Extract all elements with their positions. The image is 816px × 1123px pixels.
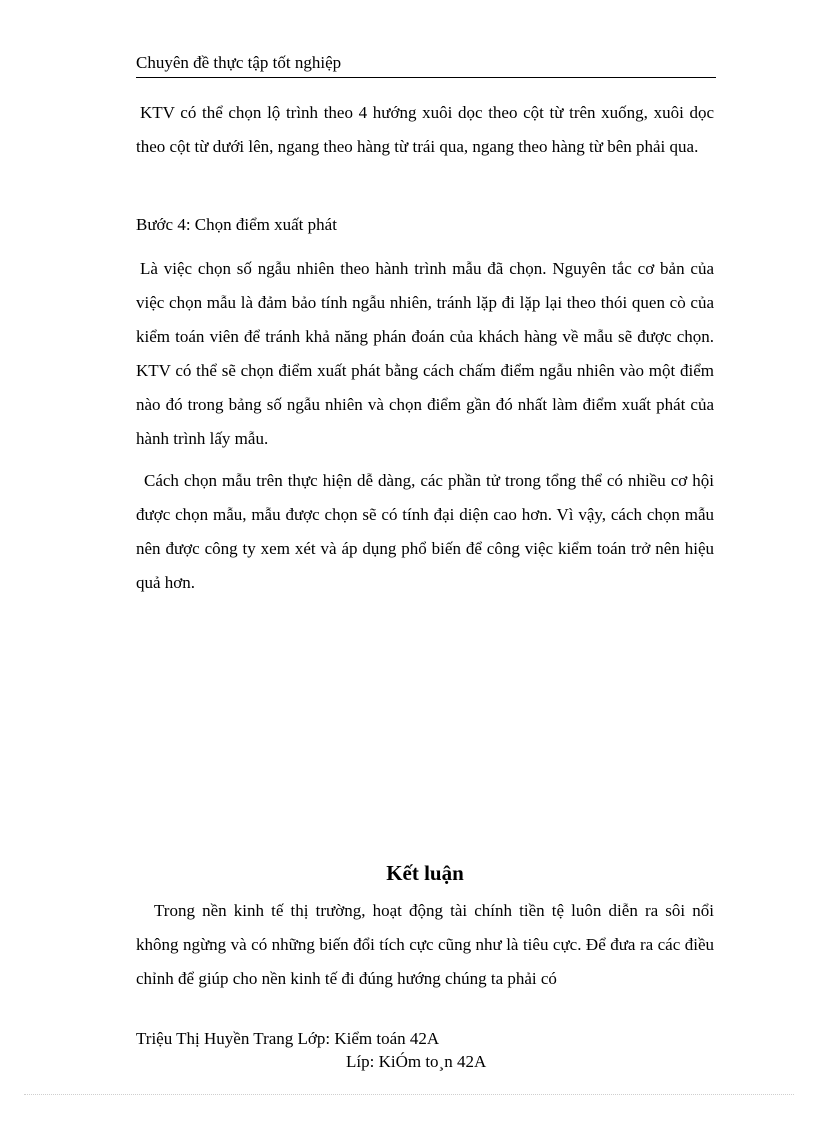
page-bottom-edge (24, 1094, 794, 1095)
footer-author-class: Triệu Thị Huyền Trang Lớp: Kiểm toán 42A (136, 1029, 440, 1048)
footer-class-garbled: Líp: KiÓm to¸n 42A (346, 1052, 487, 1071)
paragraph-route-direction: KTV có thể chọn lộ trình theo 4 hướng xuôi dọc theo cột từ trên xuống, xuôi dọc theo cột từ dưới lên, ngang theo hàng từ trái qua, ngang theo hàng từ bên phải qua. (136, 103, 714, 156)
conclusion-heading: Kết luận (386, 861, 464, 885)
header-title: Chuyên đề thực tập tốt nghiệp (136, 53, 342, 72)
paragraph-sampling-summary: Cách chọn mẫu trên thực hiện dễ dàng, các phần tử trong tổng thể có nhiều cơ hội được chọn mẫu, mẫu được chọn sẽ có tính đại diện cao hơn. Vì vậy, cách chọn mẫu nên được công ty xem xét và áp dụng phổ biến để công việc kiểm toán trở nên hiệu quả hơn. (136, 471, 714, 592)
step-4-heading: Bước 4: Chọn điểm xuất phát (136, 215, 337, 234)
page-header (136, 52, 716, 78)
paragraph-conclusion: Trong nền kinh tế thị trường, hoạt động tài chính tiền tệ luôn diễn ra sôi nổi không ngừng và có những biến đổi tích cực cũng như là tiêu cực. Để đưa ra các điều chỉnh để giúp cho nền kinh tế đi đúng hướng chúng ta phải có (136, 901, 714, 988)
paragraph-starting-point: Là việc chọn số ngẫu nhiên theo hành trình mẫu đã chọn. Nguyên tắc cơ bản của việc chọn mẫu là đảm bảo tính ngẫu nhiên, tránh lặp đi lặp lại theo thói quen cò của kiểm toán viên để tránh khả năng phán đoán của khách hàng về mẫu sẽ được chọn. KTV có thể sẽ chọn điểm xuất phát bằng cách chấm điểm ngẫu nhiên vào một điểm nào đó trong bảng số ngẫu nhiên và chọn điểm gần đó nhất làm điểm xuất phát của hành trình lấy mẫu. (136, 259, 714, 448)
